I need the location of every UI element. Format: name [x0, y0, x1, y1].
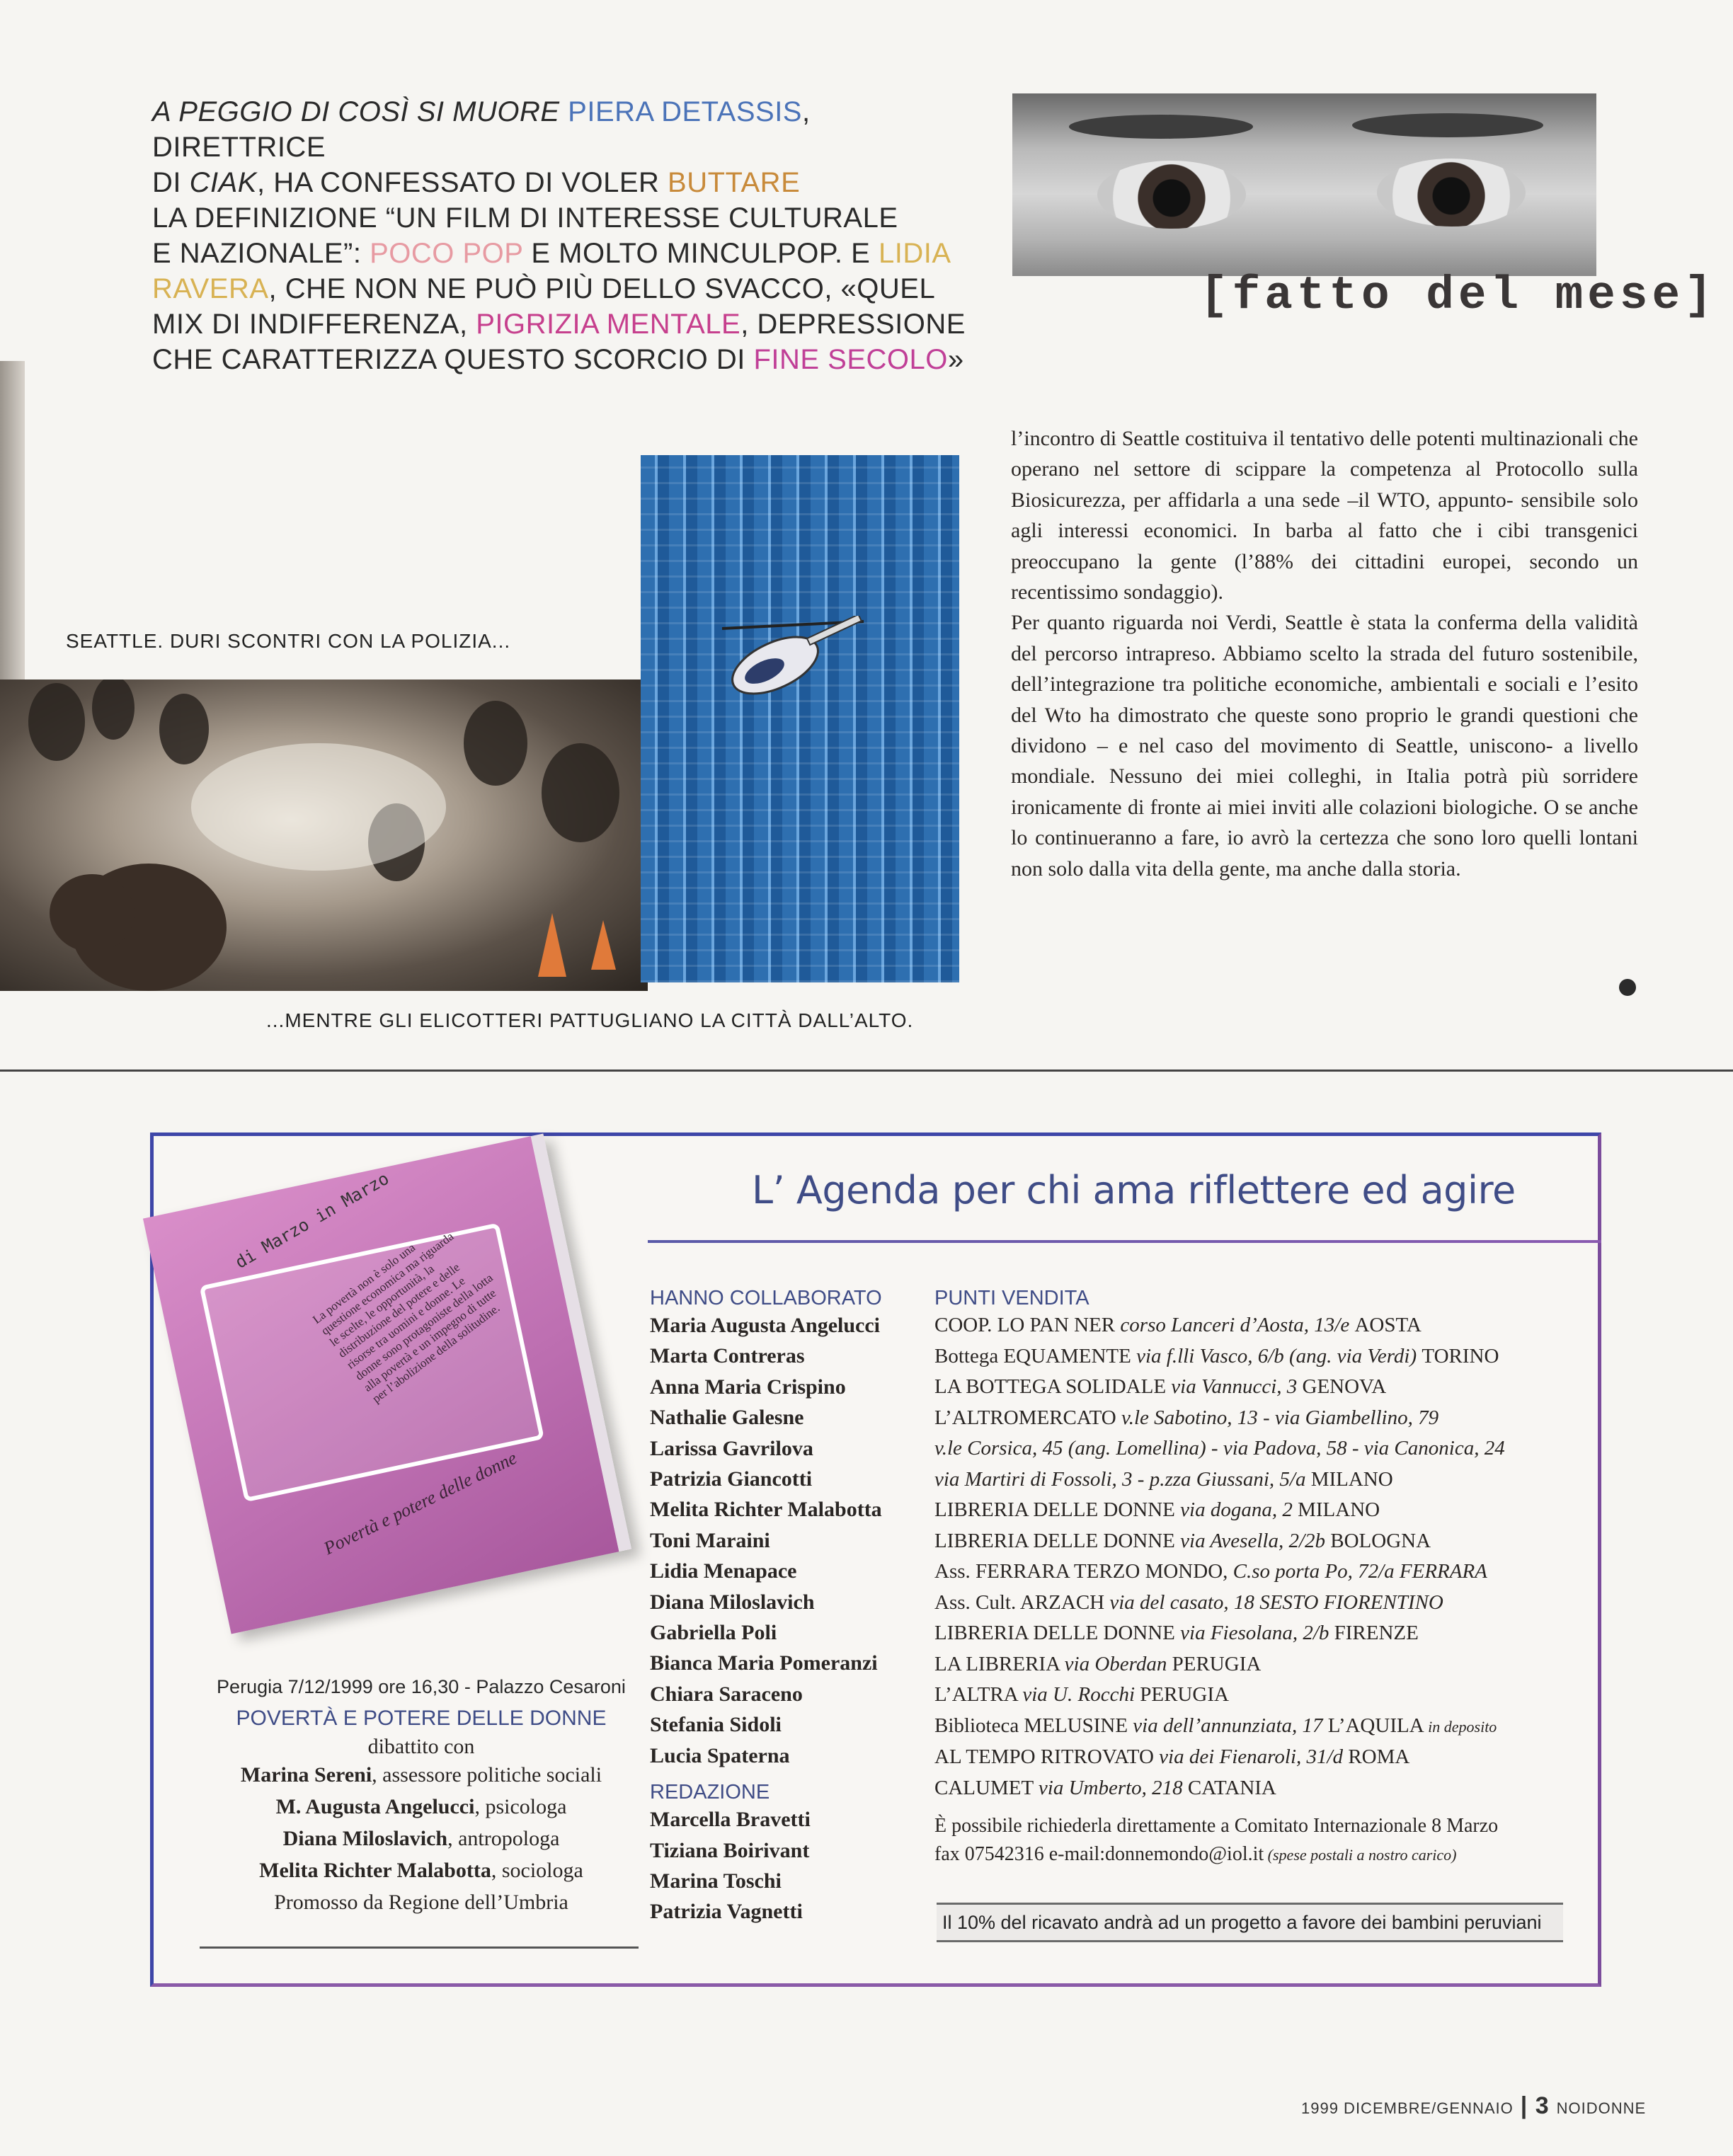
agenda-book-cover [143, 1133, 631, 1634]
list-item: Bottega EQUAMENTE via f.lli Vasco, 6/b (ang. via Verdi) TORINO [934, 1344, 1499, 1367]
article-body [1011, 423, 1638, 884]
redazione-heading: REDAZIONE [650, 1781, 770, 1804]
collaborators-column [650, 1287, 933, 1927]
list-item: LA BOTTEGA SOLIDALE via Vannucci, 3 GENOVA [934, 1375, 1387, 1398]
article-paragraph: l’incontro di Seattle costituiva il tentativo delle potenti multinazionali che operano nel settore di scippare la competenza al Protocollo sulla Biosicurezza, per affidarla a una sede –il WTO, appunto- sensibile solo agli interessi economici. In barba al fatto che i cibi transgenici preoccupano la gente (l’88% dei cittadini europei, secondo un recentissimo sondaggio). [1011, 427, 1638, 604]
list-item: CALUMET via Umberto, 218 CATANIA [934, 1776, 1276, 1799]
quote-line: CHE CARATTERIZZA QUESTO SCORCIO DI FINE SECOLO» [152, 344, 964, 375]
end-bullet-icon [1619, 979, 1636, 996]
helicopter-icon [708, 616, 871, 701]
magazine-name: NOIDONNE [1556, 2099, 1647, 2117]
page-footer [1301, 2092, 1646, 2120]
seattle-clash-photo [0, 680, 648, 991]
quote-line: DI CIAK, HA CONFESSATO DI VOLER BUTTARE [152, 167, 801, 198]
quote-line: A PEGGIO DI COSÌ SI MUORE PIERA DETASSIS, DIRETTRICE [152, 96, 811, 163]
eyebrow [1069, 115, 1253, 139]
event-subtitle: dibattito con [367, 1735, 475, 1758]
eye [1377, 159, 1526, 227]
event-speaker: M. Augusta Angelucci, psicologa [275, 1795, 567, 1818]
list-item: Biblioteca MELUSINE via dell’annunziata, 17 L’AQUILA in deposito [934, 1714, 1497, 1737]
event-speaker: Diana Miloslavich, antropologa [282, 1827, 560, 1850]
list-item: Diana Miloslavich [650, 1590, 815, 1614]
eyebrow [1352, 113, 1543, 137]
list-item: AL TEMPO RITROVATO via dei Fienaroli, 31/d ROMA [934, 1745, 1410, 1768]
ad-title: L’ Agenda per chi ama riflettere ed agire [752, 1168, 1516, 1212]
list-item: Maria Augusta Angelucci [650, 1314, 881, 1337]
list-item: LIBRERIA DELLE DONNE via dogana, 2 MILANO [934, 1498, 1380, 1521]
list-item: Larissa Gavrilova [650, 1436, 813, 1460]
event-speaker: Marina Sereni, assessore politiche sociali [240, 1763, 602, 1787]
list-item: Marta Contreras [650, 1344, 805, 1368]
sales-heading: PUNTI VENDITA [934, 1287, 1089, 1309]
list-item: Melita Richter Malabotta [650, 1498, 882, 1522]
list-item: Toni Maraini [650, 1528, 770, 1552]
list-item: v.le Corsica, 45 (ang. Lomellina) - via Padova, 58 - via Canonica, 24 [934, 1437, 1505, 1460]
glass-reflection [641, 455, 959, 982]
highlight-name: PIERA DETASSIS [568, 96, 802, 127]
ad-title-underline [648, 1240, 1601, 1243]
list-item: Bianca Maria Pomeranzi [650, 1651, 878, 1675]
event-promoter: Promosso da Regione dell’Umbria [274, 1891, 568, 1914]
book-subtitle: Povertà e potere delle donne [320, 1447, 520, 1559]
contact-info: È possibile richiederla direttamente a Comitato Internazionale 8 Marzo fax 07542316 e-mail:donnemondo@iol.it (spese postali a nostro carico) [934, 1815, 1499, 1865]
list-item: Patrizia Giancotti [650, 1467, 813, 1491]
list-item: Patrizia Vagnetti [650, 1900, 803, 1924]
headline-quote [152, 94, 988, 377]
caption-helicopter: ...MENTRE GLI ELICOTTERI PATTUGLIANO LA CITTÀ DALL’ALTO. [266, 1009, 914, 1031]
section-tag: [fatto del mese] [1200, 269, 1717, 322]
list-item: Anna Maria Crispino [650, 1375, 846, 1399]
list-item: LA LIBRERIA via Oberdan PERUGIA [934, 1652, 1262, 1675]
skyscraper-photo [641, 455, 959, 982]
crowd-silhouette [0, 680, 648, 991]
list-item: L’ALTRA via U. Rocchi PERUGIA [934, 1683, 1229, 1706]
article-paragraph: Per quanto riguarda noi Verdi, Seattle è stata la conferma della validità del percorso intrapreso. Abbiamo scelto la strada del futuro sostenibile, dell’integrazione tra politiche economiche, ambientali e sociali e l’esito del Wto ha dimostrato che queste sono proprio le grandi questioni che dividono – e nel caso del movimento di Seattle, uniscono- a livello mondiale. Nessuno dei miei colleghi, in Italia potrà più sorridere ironicamente di fronte ai miei inviti alle colazioni biologiche. O se anche lo continueranno a fare, io avrò la certezza che sono loro quelli lontani non solo dalla vita della gente, ma anche dalla storia. [1011, 611, 1638, 881]
list-item: Marcella Bravetti [650, 1808, 811, 1832]
quote-line: E NAZIONALE”: POCO POP E MOLTO MINCULPOP. E LIDIA [152, 238, 951, 269]
quote-line: LA DEFINIZIONE “UN FILM DI INTERESSE CULTURALE [152, 202, 898, 234]
event-underline [200, 1946, 639, 1949]
list-item: Chiara Saraceno [650, 1682, 803, 1706]
event-info [202, 1676, 641, 1918]
collaborators-heading: HANNO COLLABORATO [650, 1287, 882, 1309]
issue-date: 1999 DICEMBRE/GENNAIO [1301, 2099, 1514, 2117]
list-item: Marina Toschi [650, 1869, 782, 1893]
list-item: Nathalie Galesne [650, 1406, 804, 1430]
book-top-text: di Marzo in Marzo [231, 1168, 393, 1273]
list-item: Lidia Menapace [650, 1559, 797, 1583]
list-item: Stefania Sidoli [650, 1713, 782, 1737]
caption-clash: SEATTLE. DURI SCONTRI CON LA POLIZIA... [66, 630, 511, 652]
list-item: Ass. FERRARA TERZO MONDO, C.so porta Po, 72/a FERRARA [934, 1560, 1487, 1583]
sales-points-column [934, 1287, 1572, 1869]
event-date: Perugia 7/12/1999 ore 16,30 - Palazzo Cesaroni [217, 1676, 626, 1697]
event-title: POVERTÀ E POTERE DELLE DONNE [236, 1707, 607, 1730]
quote-line: MIX DI INDIFFERENZA, PIGRIZIA MENTALE, DEPRESSIONE [152, 309, 966, 340]
book-inner-text: La povertà non è solo una questione economica ma riguarda le scelte, le opportunità, la distribuzione del potere e delle risorse tra uomini e donne. Le donne sono protagoniste della lotta alla povertà e un impegno di tutte per l’abolizione della solitudine. [310, 1229, 503, 1406]
list-item: Gabriella Poli [650, 1621, 777, 1645]
list-item: Ass. Cult. ARZACH via del casato, 18 SESTO FIORENTINO [934, 1590, 1443, 1614]
list-item: COOP. LO PAN NER corso Lanceri d’Aosta, 13/e AOSTA [934, 1314, 1422, 1336]
list-item: L’ALTROMERCATO v.le Sabotino, 13 - via Giambellino, 79 [934, 1406, 1439, 1429]
eyes-photo [1012, 93, 1596, 276]
charity-banner: Il 10% del ricavato andrà ad un progetto a favore dei bambini peruviani [937, 1903, 1563, 1942]
list-item: Tiziana Boirivant [650, 1838, 810, 1862]
quote-line: RAVERA, CHE NON NE PUÒ PIÙ DELLO SVACCO, «QUEL [152, 273, 936, 304]
event-speaker: Melita Richter Malabotta, sociologa [259, 1859, 583, 1882]
eye [1097, 161, 1246, 229]
section-divider [0, 1070, 1733, 1072]
list-item: via Martiri di Fossoli, 3 - p.zza Giussani, 5/a MILANO [934, 1467, 1393, 1491]
list-item: Lucia Spaterna [650, 1743, 790, 1767]
list-item: LIBRERIA DELLE DONNE via Avesella, 2/2b BOLOGNA [934, 1529, 1431, 1552]
list-item: LIBRERIA DELLE DONNE via Fiesolana, 2/b FIRENZE [934, 1622, 1419, 1644]
page-number: | 3 [1520, 2092, 1550, 2119]
